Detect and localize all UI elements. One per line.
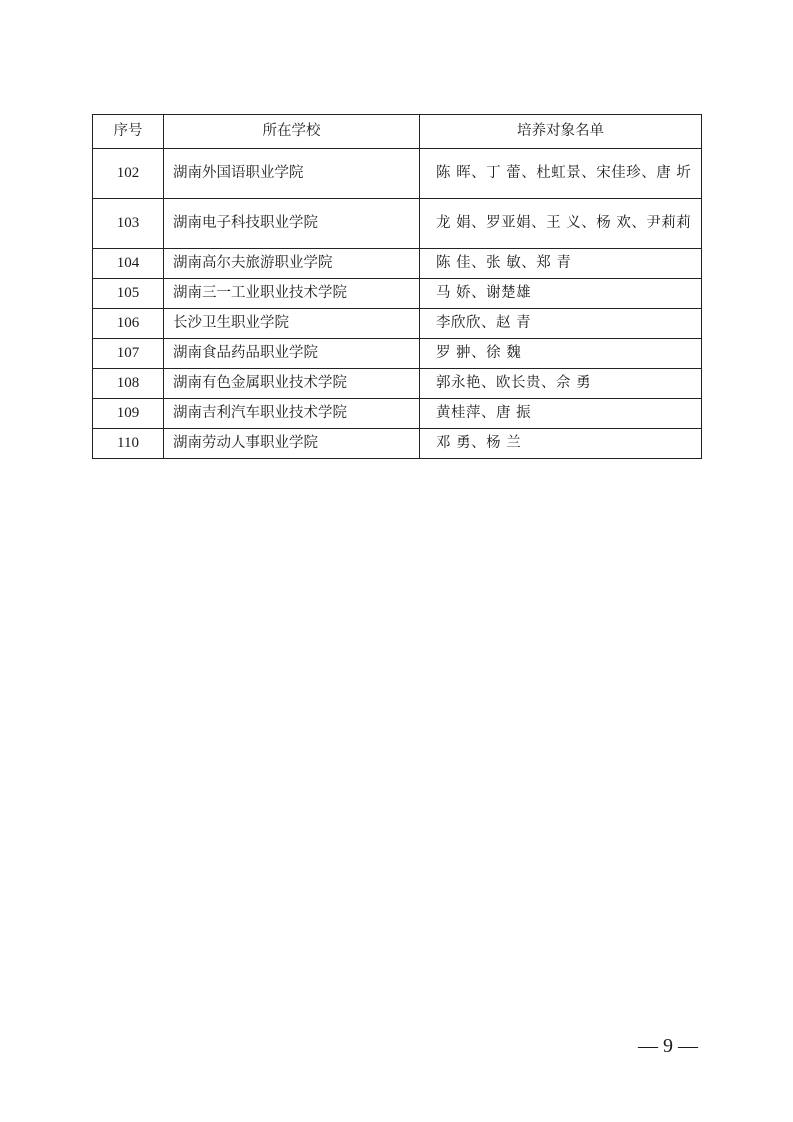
row-school: 湖南三一工业职业技术学院 <box>164 279 420 309</box>
table-row <box>93 429 702 459</box>
header-index: 序号 <box>93 115 164 149</box>
table-row <box>93 309 702 339</box>
table-row <box>93 339 702 369</box>
row-index: 104 <box>93 249 164 279</box>
header-school: 所在学校 <box>164 115 420 149</box>
table-header-row <box>93 115 702 149</box>
row-index: 102 <box>93 149 164 199</box>
row-school: 湖南外国语职业学院 <box>164 149 420 199</box>
page-number: — 9 — <box>638 1035 698 1057</box>
row-school: 湖南食品药品职业学院 <box>164 339 420 369</box>
row-index: 107 <box>93 339 164 369</box>
row-index: 108 <box>93 369 164 399</box>
row-school: 湖南有色金属职业技术学院 <box>164 369 420 399</box>
row-school: 湖南吉利汽车职业技术学院 <box>164 399 420 429</box>
row-index: 110 <box>93 429 164 459</box>
row-school: 长沙卫生职业学院 <box>164 309 420 339</box>
row-school: 湖南高尔夫旅游职业学院 <box>164 249 420 279</box>
table-row <box>93 369 702 399</box>
row-index: 103 <box>93 199 164 249</box>
row-trainees: 马 娇、谢楚雄 <box>420 279 702 309</box>
row-trainees: 黄桂萍、唐 振 <box>420 399 702 429</box>
row-index: 106 <box>93 309 164 339</box>
row-index: 109 <box>93 399 164 429</box>
trainee-roster-table <box>92 114 702 459</box>
row-trainees: 罗 翀、徐 魏 <box>420 339 702 369</box>
row-trainees: 邓 勇、杨 兰 <box>420 429 702 459</box>
row-school: 湖南电子科技职业学院 <box>164 199 420 249</box>
header-trainees: 培养对象名单 <box>420 115 702 149</box>
table-row <box>93 249 702 279</box>
row-trainees: 郭永艳、欧长贵、佘 勇 <box>420 369 702 399</box>
table-row <box>93 399 702 429</box>
row-trainees: 陈 佳、张 敏、郑 青 <box>420 249 702 279</box>
table-row <box>93 279 702 309</box>
table-row <box>93 199 702 249</box>
row-school: 湖南劳动人事职业学院 <box>164 429 420 459</box>
row-trainees: 李欣欣、赵 青 <box>420 309 702 339</box>
row-trainees: 龙 娟、罗亚娟、王 义、杨 欢、尹莉莉 <box>420 199 702 249</box>
table-row <box>93 149 702 199</box>
row-index: 105 <box>93 279 164 309</box>
row-trainees: 陈 晖、丁 蕾、杜虹景、宋佳珍、唐 圻 <box>420 149 702 199</box>
